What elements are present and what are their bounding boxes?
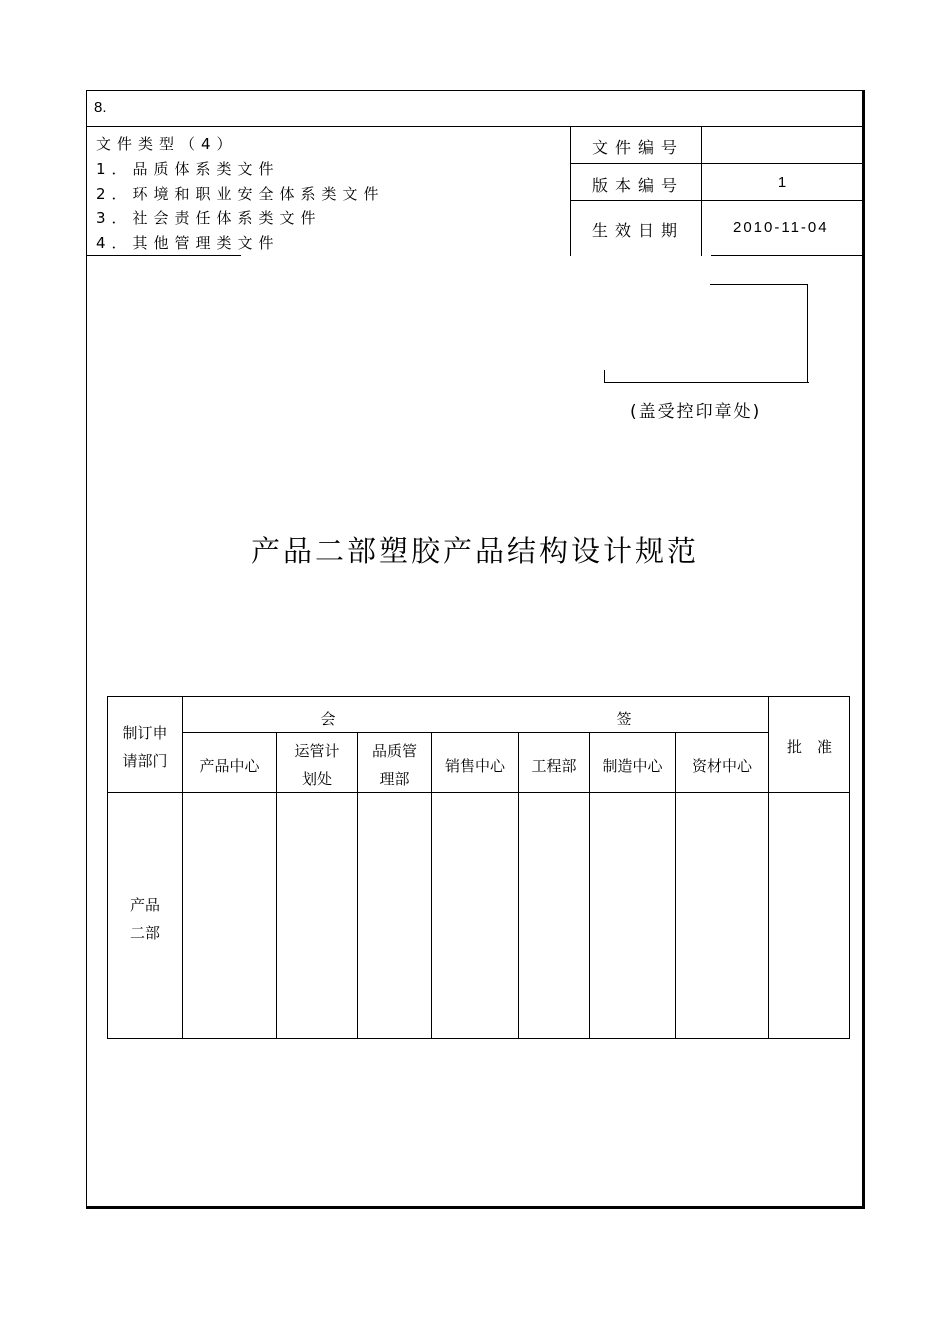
dept-header-quality-management: 品质管 理部 <box>371 742 417 788</box>
meta-row-divider <box>570 163 865 164</box>
meta-bottom-border <box>711 255 865 256</box>
applicant-header: 制订申 请部门 <box>122 724 168 770</box>
file-type-item: 1．品质体系类文件 <box>96 160 280 178</box>
document-title: 产品二部塑胶产品结构设计规范 <box>250 534 699 568</box>
dept-header-engineering: 工程部 <box>531 757 577 775</box>
countersign-header-left: 会 <box>320 710 336 728</box>
file-type-item: 3．社会责任体系类文件 <box>96 209 322 227</box>
dept-header-materials-center: 资材中心 <box>691 757 752 775</box>
meta-left-border <box>570 126 571 256</box>
meta-mid-border <box>701 126 702 256</box>
doc-number-label: 文件编号 <box>592 138 685 157</box>
stamp-box <box>710 284 808 382</box>
document-frame <box>86 90 865 1209</box>
dept-header-product-center: 产品中心 <box>199 757 260 775</box>
approve-header: 批 准 <box>786 738 832 756</box>
stamp-bottom-line <box>604 382 809 383</box>
file-type-item: 4．其他管理类文件 <box>96 234 280 252</box>
effective-date-value: 2010-11-04 <box>733 219 829 236</box>
dept-header-manufacturing-center: 制造中心 <box>602 757 663 775</box>
file-type-item: 2．环境和职业安全体系类文件 <box>96 185 385 203</box>
applicant-department-value: 产品 二部 <box>129 896 160 942</box>
version-label: 版本编号 <box>592 176 685 195</box>
file-type-title: 文件类型（4） <box>96 135 238 153</box>
signature-table <box>107 696 850 1039</box>
section-number: 8. <box>94 99 107 116</box>
header-divider <box>86 126 865 127</box>
dept-header-operations-planning: 运管计 划处 <box>294 742 340 788</box>
countersign-header-right: 签 <box>616 710 632 728</box>
stamp-caption: (盖受控印章处) <box>630 402 762 422</box>
version-value: 1 <box>777 174 789 191</box>
dept-header-sales-center: 销售中心 <box>444 757 505 775</box>
effective-date-label: 生效日期 <box>592 221 685 240</box>
meta-row-divider <box>570 200 865 201</box>
file-type-underline <box>86 255 241 256</box>
stamp-left-tick <box>604 370 605 382</box>
